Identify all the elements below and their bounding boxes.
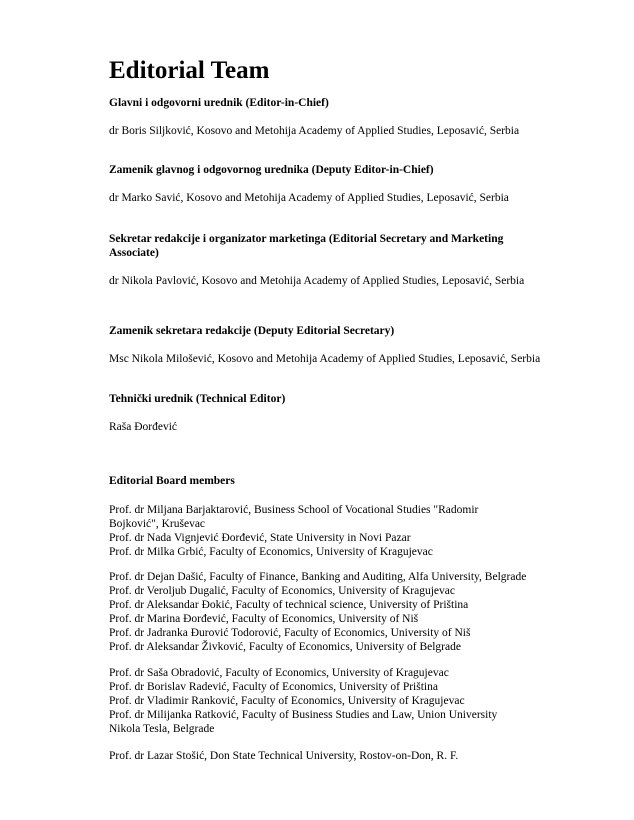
section-heading-technical-editor: Tehnički urednik (Technical Editor) (109, 393, 286, 405)
section-heading-deputy-secretary: Zamenik sekretara redakcije (Deputy Editorial Secretary) (109, 325, 395, 337)
board-member: Prof. dr Aleksandar Živković, Faculty of Economics, University of Belgrade (109, 641, 461, 653)
section-member-technical-editor: Raša Đorđević (109, 421, 178, 433)
board-member: Prof. dr Milka Grbić, Faculty of Economics, University of Kragujevac (109, 546, 433, 558)
board-member: Prof. dr Milijanka Ratković, Faculty of Business Studies and Law, Union University Nikola Tesla, Belgrade (109, 709, 498, 735)
board-member: Prof. dr Veroljub Dugalić, Faculty of Economics, University of Kragujevac (109, 585, 455, 597)
section-member-editor-in-chief: dr Boris Siljković, Kosovo and Metohija Academy of Applied Studies, Leposavić, Serbia (109, 125, 520, 137)
board-member: Prof. dr Nada Vignjević Đorđević, State University in Novi Pazar (109, 532, 411, 544)
board-group-4 (109, 749, 549, 763)
board-group-3 (109, 666, 529, 736)
board-member: Prof. dr Vladimir Ranković, Faculty of Economics, University of Kragujevac (109, 695, 465, 707)
page-title: Editorial Team (109, 57, 270, 84)
section-member-deputy-editor: dr Marko Savić, Kosovo and Metohija Academy of Applied Studies, Leposavić, Serbia (109, 192, 509, 204)
board-member: Prof. dr Marina Đorđević, Faculty of Economics, University of Niš (109, 613, 419, 625)
board-member: Prof. dr Aleksandar Đokić, Faculty of technical science, University of Priština (109, 599, 469, 611)
section-heading-editor-in-chief: Glavni i odgovorni urednik (Editor-in-Chief) (109, 97, 329, 109)
board-member: Prof. dr Dejan Dašić, Faculty of Finance, Banking and Auditing, Alfa University, Belgrade (109, 571, 527, 583)
board-member: Prof. dr Lazar Stošić, Don State Technical University, Rostov-on-Don, R. F. (109, 750, 459, 762)
section-heading-editorial-secretary: Sekretar redakcije i organizator marketinga (Editorial Secretary and Marketing Associate) (109, 233, 504, 259)
board-member: Prof. dr Miljana Barjaktarović, Business School of Vocational Studies "Radomir Bojković", Kruševac (109, 504, 479, 530)
board-member: Prof. dr Borislav Radević, Faculty of Economics, University of Priština (109, 681, 438, 693)
board-heading: Editorial Board members (109, 475, 235, 487)
section-member-deputy-secretary: Msc Nikola Milošević, Kosovo and Metohija Academy of Applied Studies, Leposavić, Serbia (109, 353, 541, 365)
board-group-2 (109, 570, 569, 654)
board-member: Prof. dr Saša Obradović, Faculty of Economics, University of Kragujevac (109, 667, 449, 679)
board-group-1 (109, 503, 529, 559)
section-member-editorial-secretary: dr Nikola Pavlović, Kosovo and Metohija Academy of Applied Studies, Leposavić, Serbia (109, 275, 525, 287)
section-heading-deputy-editor: Zamenik glavnog i odgovornog urednika (Deputy Editor-in-Chief) (109, 164, 434, 176)
board-member: Prof. dr Jadranka Đurović Todorović, Faculty of Economics, University of Niš (109, 627, 471, 639)
